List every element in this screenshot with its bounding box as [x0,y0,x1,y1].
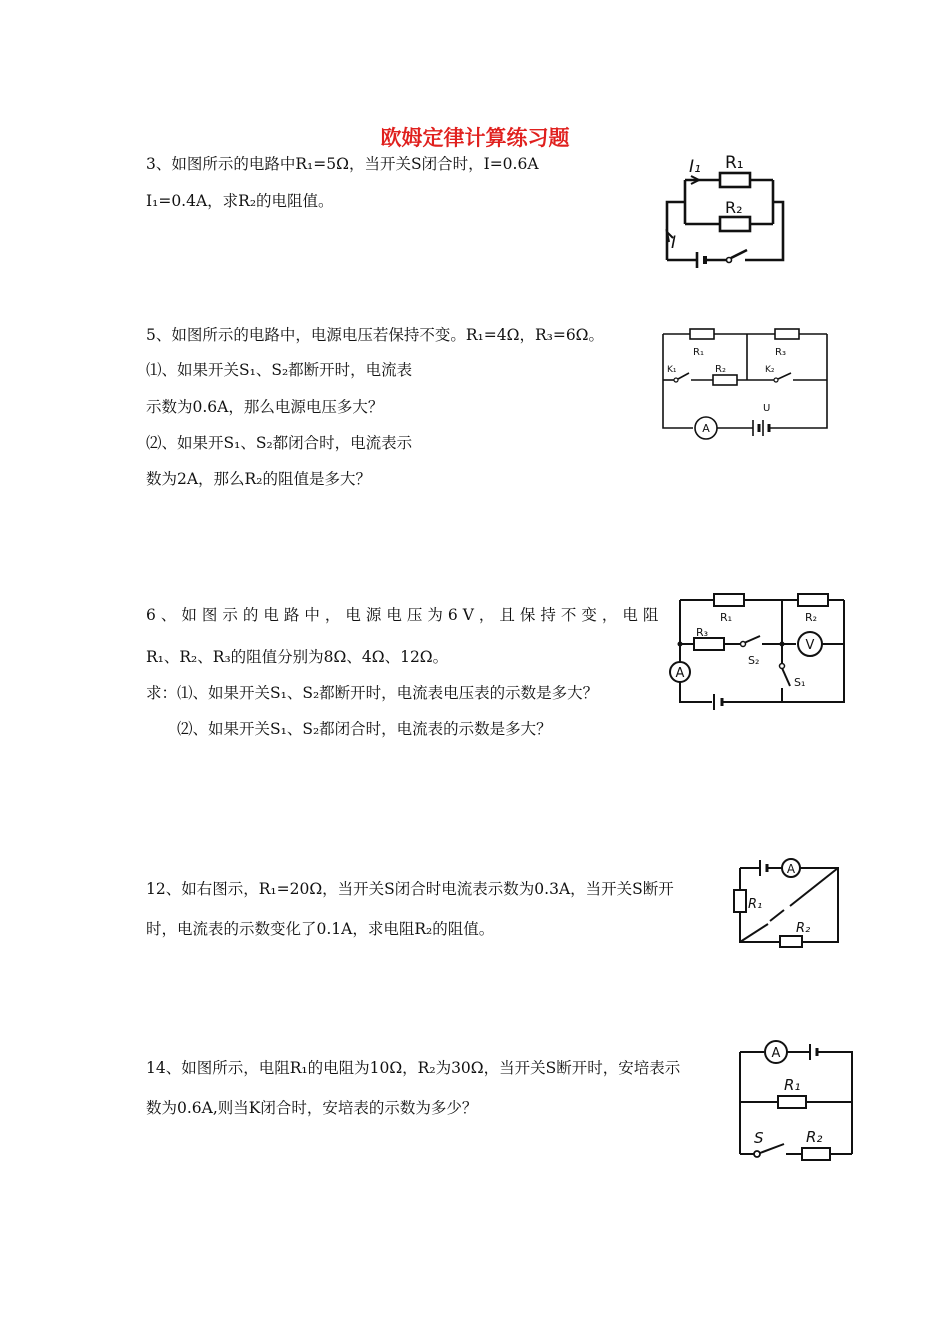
switch-k2-label: K₂ [765,365,775,375]
switch-s2-label: S₂ [748,654,760,667]
circuit-diagram-6 [662,590,852,715]
switch-s1-label: S₁ [794,676,806,689]
ammeter-icon: A [786,862,796,876]
problem-6-line-3: 求：⑴、如果开关S₁、S₂都断开时，电流表电压表的示数是多大？ [146,684,599,702]
ammeter-icon: A [675,666,685,681]
circuit-diagram-14 [732,1040,862,1162]
voltage-u-label: U [763,403,771,414]
problem-6-line-2: R₁、R₂、R₃的阻值分别为8Ω、4Ω、12Ω。 [146,648,449,666]
resistor-r1-label: R₁ [693,347,704,358]
problem-5-line-3: 示数为0.6A，那么电源电压多大？ [146,398,384,416]
problem-5-line-2: ⑴、如果开关S₁、S₂都断开时，电流表 [146,361,413,379]
problem-5-line-1: 5、如图所示的电路中，电源电压若保持不变。R₁=4Ω，R₃=6Ω。 [146,326,605,344]
problem-12-line-1: 12、如右图示，R₁=20Ω，当开关S闭合时电流表示数为0.3A，当开关S断开 [146,880,674,898]
resistor-r3-label: R₃ [696,626,709,639]
resistor-r1-label: R₁ [720,611,733,624]
page-title: 欧姆定律计算练习题 [380,126,570,150]
resistor-r2-label: R₂ [805,611,818,624]
resistor-r1-label: R₁ [784,1076,801,1094]
resistor-r2-label: R₂ [796,921,811,936]
circuit-diagram-12 [730,852,845,952]
resistor-r1-label: R₁ [725,153,744,173]
problem-6-line-1: 6、如图示的电路中，电源电压为6V，且保持不变，电阻 [146,606,664,624]
problem-12-line-2: 时，电流表的示数变化了0.1A，求电阻R₂的阻值。 [146,920,495,938]
current-i-label: I [671,233,677,253]
current-i1-label: I₁ [689,157,701,177]
resistor-r2-label: R₂ [715,364,726,375]
voltmeter-icon: V [805,638,815,653]
problem-6-line-4: ⑵、如果开关S₁、S₂都闭合时，电流表的示数是多大？ [177,720,552,738]
switch-k1-label: K₁ [667,365,677,375]
circuit-diagram-5 [655,322,835,444]
resistor-r1-label: R₁ [748,897,763,912]
problem-14-line-2: 数为0.6A,则当K闭合时，安培表的示数为多少？ [146,1099,478,1117]
ammeter-icon: A [702,422,710,435]
ammeter-icon: A [771,1046,781,1061]
switch-s-label: S [754,1129,764,1147]
problem-3-line-1: 3、如图所示的电路中R₁=5Ω，当开关S闭合时，I=0.6A [146,155,539,173]
resistor-r2-label: R₂ [725,198,743,217]
problem-14-line-1: 14、如图所示，电阻R₁的电阻为10Ω，R₂为30Ω，当开关S断开时，安培表示 [146,1059,681,1077]
resistor-r2-label: R₂ [806,1128,823,1146]
problem-3-line-2: I₁=0.4A，求R₂的电阻值。 [146,192,334,210]
problem-5-line-5: 数为2A，那么R₂的阻值是多大？ [146,470,371,488]
resistor-r3-label: R₃ [775,347,786,358]
problem-5-line-4: ⑵、如果开S₁、S₂都闭合时，电流表示 [146,434,413,452]
circuit-diagram-3 [655,150,790,270]
